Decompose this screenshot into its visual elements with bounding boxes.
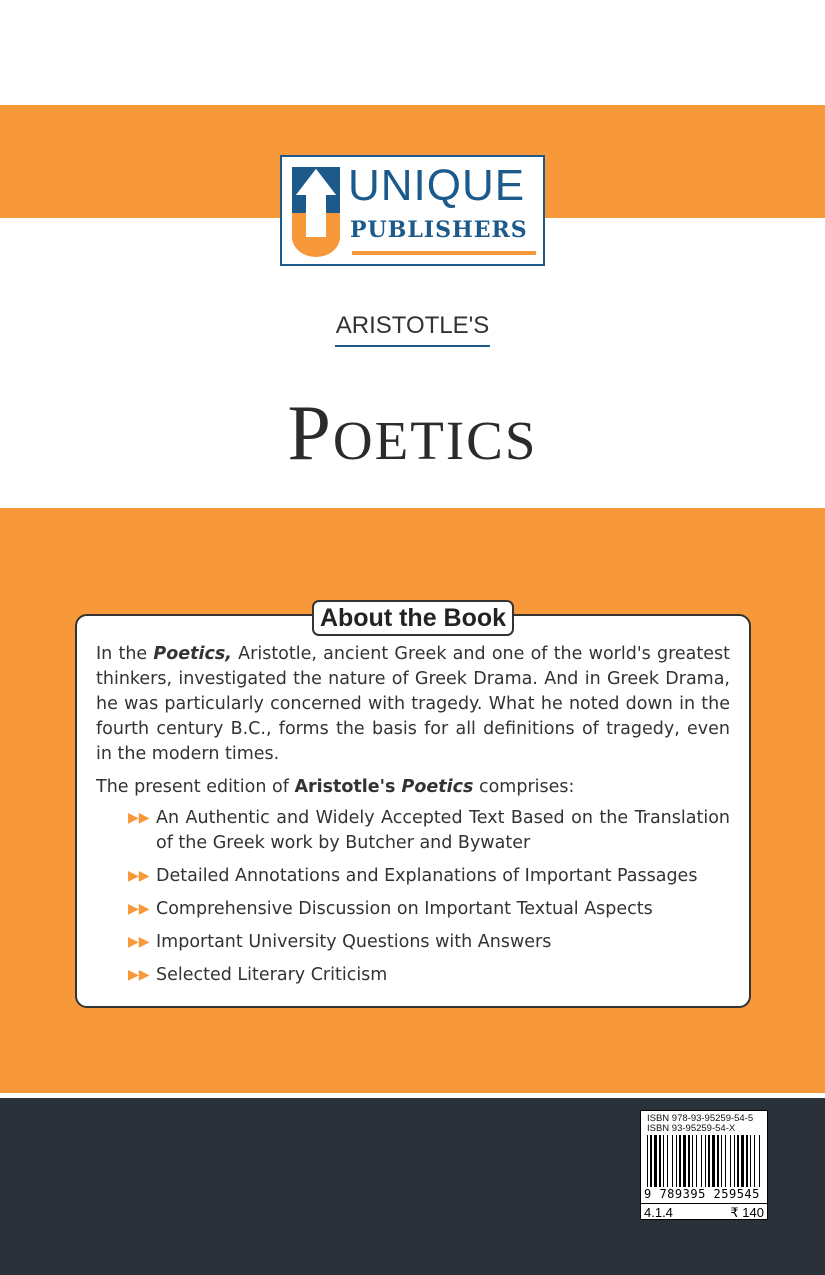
barcode-bar — [701, 1135, 702, 1187]
barcode-bar — [725, 1135, 726, 1187]
barcode-bar — [754, 1135, 755, 1187]
barcode-bar — [741, 1135, 744, 1187]
barcode-bar — [708, 1135, 710, 1187]
barcode-bar — [679, 1135, 681, 1187]
barcode-bar — [750, 1135, 751, 1187]
list-item: ▶▶ Detailed Annotations and Explanations of Important Passages — [96, 864, 730, 889]
print-code: 4.1.4 — [644, 1205, 673, 1220]
arrow-u-icon — [292, 167, 340, 257]
double-arrow-icon: ▶▶ — [128, 934, 150, 950]
list-item: ▶▶ Important University Questions with Answers — [96, 930, 730, 955]
barcode-bar — [676, 1135, 677, 1187]
intro-paragraph: In the Poetics, Aristotle, ancient Greek and one of the world's greatest thinkers, investigated the nature of Greek Drama. And in Greek Drama, he was particularly concerned with tragedy. What he noted down in the fourth century B.C., forms the basis for all definitions of tragedy, even in the modern times. — [96, 644, 730, 764]
features-list — [96, 806, 730, 988]
barcode-bar — [688, 1135, 690, 1187]
author-underline — [335, 345, 490, 347]
book-title: Poetics — [287, 389, 538, 476]
barcode-bar — [721, 1135, 722, 1187]
lead-paragraph: The present edition of Aristotle's Poetics comprises: — [96, 777, 575, 797]
about-box — [75, 614, 751, 1008]
barcode-bar — [659, 1135, 661, 1187]
publisher-logo — [280, 155, 545, 266]
book-author: ARISTOTLE'S — [335, 312, 490, 339]
double-arrow-icon: ▶▶ — [128, 810, 150, 826]
about-heading: About the Book — [312, 600, 514, 636]
list-item: ▶▶ Comprehensive Discussion on Important Textual Aspects — [96, 897, 730, 922]
barcode-bar — [667, 1135, 668, 1187]
barcode-bar — [663, 1135, 664, 1187]
barcode-digits: 9 789395 259545 — [644, 1187, 766, 1202]
barcode-bar — [759, 1135, 760, 1187]
barcode-bar — [712, 1135, 715, 1187]
list-item: ▶▶ Selected Literary Criticism — [96, 963, 730, 988]
barcode-bar — [730, 1135, 731, 1187]
barcode-bar — [696, 1135, 697, 1187]
list-item: ▶▶ An Authentic and Widely Accepted Text Based on the Translation of the Greek work by Butcher and Bywater — [128, 808, 730, 853]
double-arrow-icon: ▶▶ — [128, 901, 150, 917]
price: ₹ 140 — [730, 1205, 764, 1220]
barcode-bar — [717, 1135, 719, 1187]
logo-publishers: PUBLISHERS — [350, 217, 528, 243]
barcode-bar — [647, 1135, 648, 1187]
isbn-13: ISBN 978-93-95259-54-5 — [647, 1113, 754, 1124]
barcode-bar — [734, 1135, 735, 1187]
barcode-bars — [647, 1135, 763, 1187]
double-arrow-icon: ▶▶ — [128, 967, 150, 983]
barcode-bar — [650, 1135, 652, 1187]
double-arrow-icon: ▶▶ — [128, 868, 150, 884]
logo-underline — [352, 251, 536, 255]
barcode-bar — [672, 1135, 673, 1187]
isbn-10: ISBN 93-95259-54-X — [647, 1123, 736, 1134]
barcode-bar — [737, 1135, 739, 1187]
barcode-footer — [641, 1203, 767, 1221]
barcode-bar — [683, 1135, 686, 1187]
barcode-bar — [692, 1135, 693, 1187]
logo-unique: UNIQUE — [348, 161, 526, 210]
barcode-bar — [705, 1135, 706, 1187]
barcode-bar — [746, 1135, 748, 1187]
barcode-block — [640, 1110, 768, 1220]
barcode-bar — [654, 1135, 657, 1187]
